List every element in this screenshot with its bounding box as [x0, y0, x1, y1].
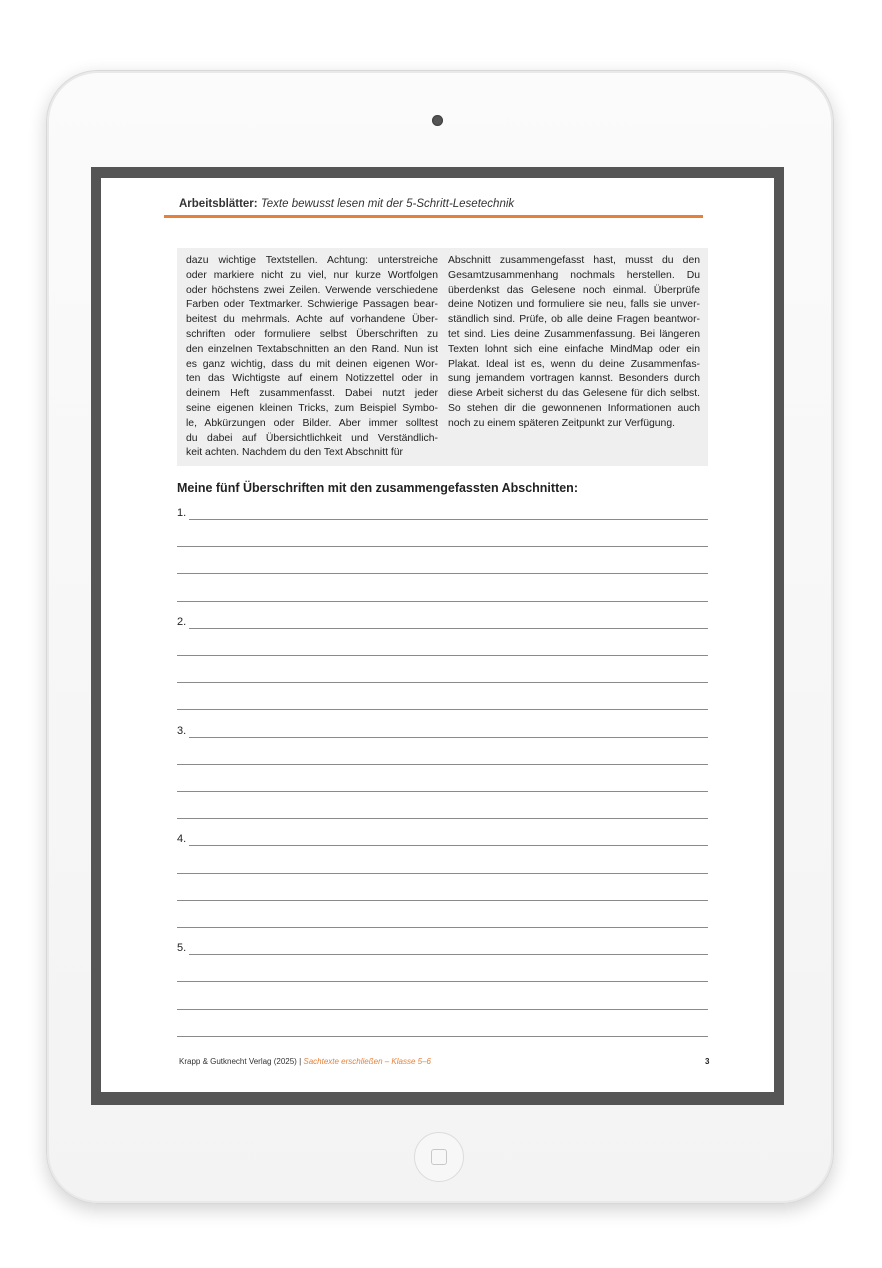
text-line: Farben oder Textmarker. Schwierige Passagen bear- [186, 299, 438, 311]
worksheet-page [101, 178, 774, 1092]
section-number: 1. [177, 507, 187, 519]
text-line: es ganz wichtig, dass du mit deinen eigenen Wor- [186, 358, 438, 370]
writing-line[interactable] [189, 737, 708, 738]
text-line: den einzelnen Textabschnitten an den Rand. Nun ist [186, 343, 438, 355]
section-number: 5. [177, 942, 187, 955]
text-line: du dabei auf Übersichtlichkeit und Verständlich- [186, 432, 438, 444]
writing-line[interactable] [177, 791, 708, 792]
writing-line[interactable] [189, 628, 708, 629]
text-line: deine Notizen und formuliere sie neu, falls sie unver- [448, 299, 700, 311]
text-line: dazu wichtige Textstellen. Achtung: unterstreiche [186, 255, 438, 266]
header-title: Texte bewusst lesen mit der 5-Schritt-Lesetechnik [260, 198, 515, 210]
writing-line[interactable] [177, 601, 708, 602]
writing-line[interactable] [177, 709, 708, 710]
text-line: ständlich sind. Prüfe, ob alle deine Fragen beantwor- [448, 314, 700, 326]
page-header [179, 198, 514, 210]
section-number: 2. [177, 615, 187, 628]
text-line: oder markiere nicht zu viel, nur kurze Wortfolgen [186, 269, 438, 281]
page-number: 3 [705, 1057, 710, 1066]
section-number: 3. [177, 724, 187, 737]
text-line: keit achten. Nachdem du den Text Abschnitt für [186, 447, 403, 459]
text-line: le, Abkürzungen oder Bilder. Aber immer solltest [186, 417, 438, 429]
text-line: Plakat. Ideal ist es, wenn du deine Zusammenfas- [448, 358, 700, 370]
text-line: Abschnitt zusammengefasst hast, musst du den [448, 255, 700, 266]
instruction-textbox [177, 248, 708, 466]
text-line: tet sind. Lies deine Zusammenfassung. Bei längeren [448, 328, 700, 340]
task-heading: Meine fünf Überschriften mit den zusammengefassten Abschnitten: [177, 481, 578, 495]
section-number: 4. [177, 833, 187, 846]
text-line: Texten lohnt sich eine einfache MindMap oder ein [448, 343, 700, 355]
page-footer [179, 1057, 431, 1066]
front-camera [432, 115, 443, 126]
text-column-right [448, 254, 700, 432]
writing-line[interactable] [177, 682, 708, 683]
writing-line[interactable] [177, 900, 708, 901]
text-line: diese Arbeit sicherst du das Gelesene für dich selbst. [448, 388, 700, 400]
text-line: oder höchstens zwei Zeilen. Verwende verschiedene [186, 284, 438, 296]
writing-line[interactable] [177, 573, 708, 574]
text-line: So stehen dir die gewonnenen Informationen auch [448, 402, 700, 414]
writing-line[interactable] [177, 1009, 708, 1010]
writing-line[interactable] [189, 845, 708, 846]
writing-line[interactable] [177, 655, 708, 656]
writing-line[interactable] [177, 818, 708, 819]
home-button[interactable] [414, 1132, 464, 1182]
writing-line[interactable] [177, 1036, 708, 1037]
text-line: beitest du mehrmals. Achte auf vorhandene Über- [186, 314, 438, 326]
text-line: Gesamtzusammenhang nochmals herstellen. Du [448, 269, 700, 281]
text-line: seine eigenen kleinen Tricks, zum Beispiel Symbo- [186, 402, 438, 414]
footer-book-title: Sachtexte erschließen – Klasse 5–6 [303, 1057, 432, 1066]
text-line: überdenkst das Gelesene noch einmal. Überprüfe [448, 284, 700, 296]
writing-line[interactable] [177, 927, 708, 928]
text-line: noch zu einem späteren Zeitpunkt zur Verfügung. [448, 417, 676, 429]
text-column-left [186, 254, 438, 461]
text-line: schriften oder formuliere selbst Überschriften zu [186, 328, 438, 340]
writing-line[interactable] [189, 954, 708, 955]
writing-line[interactable] [189, 519, 708, 520]
writing-line[interactable] [177, 764, 708, 765]
writing-line[interactable] [177, 981, 708, 982]
text-line: ten das Wichtigste auf einem Notizzettel oder in [186, 373, 438, 385]
footer-publisher: Krapp & Gutknecht Verlag (2025) | [179, 1057, 304, 1066]
text-line: deinem Heft zusammenfasst. Dabei nutzt jeder [186, 388, 438, 400]
header-label: Arbeitsblätter: [179, 198, 258, 210]
writing-line[interactable] [177, 546, 708, 547]
header-rule [164, 215, 703, 218]
text-line: sung jemandem vortragen kannst. Besonders durch [448, 373, 700, 385]
writing-line[interactable] [177, 873, 708, 874]
